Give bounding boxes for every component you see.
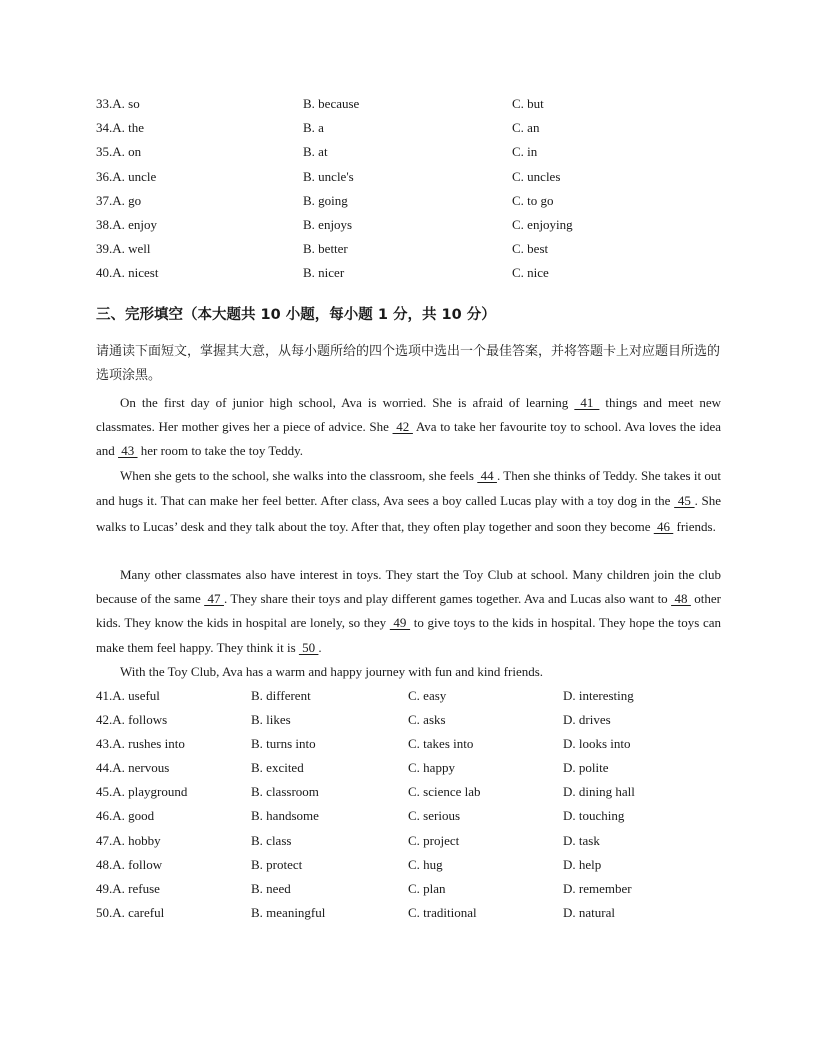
passage-text: friends.: [673, 518, 716, 534]
option-b: B. classroom: [251, 784, 319, 799]
option-row: [96, 167, 736, 187]
option-b: B. because: [303, 96, 360, 111]
option-row: [96, 855, 736, 875]
option-a: 38.A. enjoy: [96, 217, 158, 232]
option-a: 34.A. the: [96, 120, 145, 135]
option-c: C. asks: [408, 712, 446, 727]
option-row: [96, 686, 736, 706]
option-row: [96, 263, 736, 283]
option-b: B. enjoys: [303, 217, 353, 232]
option-a: 33.A. so: [96, 96, 140, 111]
option-d: D. natural: [563, 905, 615, 920]
option-a: 39.A. well: [96, 241, 151, 256]
option-d: D. interesting: [563, 688, 634, 703]
blank-48: 48: [671, 591, 691, 607]
option-c: C. takes into: [408, 736, 474, 751]
option-b: B. uncle's: [303, 169, 354, 184]
option-c: C. to go: [512, 193, 554, 208]
passage-text: Many other classmates also have interest in toys. They start the Toy Club at school. Many children join the club because of the same: [96, 567, 721, 607]
blank-43: 43: [118, 443, 138, 459]
section-heading: 三、完形填空（本大题共 10 小题，每小题 1 分，共 10 分）: [96, 307, 496, 323]
passage-text: other kids. They know the kids in hospital are lonely, so they: [96, 591, 721, 631]
option-c: C. project: [408, 833, 460, 848]
option-b: B. protect: [251, 857, 303, 872]
option-c: C. plan: [408, 881, 446, 896]
option-row: [96, 118, 736, 138]
option-c: C. science lab: [408, 784, 481, 799]
option-row: [96, 94, 736, 114]
option-c: C. in: [512, 144, 538, 159]
passage-text: When she gets to the school, she walks into the classroom, she feels: [120, 468, 478, 483]
option-row: [96, 710, 736, 730]
blank-46: 46: [653, 518, 674, 534]
blank-47: 47: [204, 591, 224, 607]
option-a: 44.A. nervous: [96, 760, 170, 775]
option-a: 43.A. rushes into: [96, 736, 185, 751]
option-d: D. polite: [563, 760, 609, 775]
option-d: D. remember: [563, 881, 632, 896]
option-row: [96, 191, 736, 211]
option-b: B. meaningful: [251, 905, 326, 920]
option-c: C. easy: [408, 688, 447, 703]
section-instruction: 请通读下面短文，掌握其大意，从每小题所给的四个选项中选出一个最佳答案，并将答题卡上对应题目所选的选项涂黑。: [96, 344, 721, 383]
option-b: B. excited: [251, 760, 304, 775]
option-c: C. uncles: [512, 169, 561, 184]
blank-44: 44: [477, 468, 497, 483]
passage-text: things and meet new classmates. Her mother gives her a piece of advice. She: [96, 395, 721, 435]
option-d: D. looks into: [563, 736, 631, 751]
passage-text: her room to take the toy Teddy.: [137, 443, 304, 459]
option-row: [96, 239, 736, 259]
passage-paragraph-1: [96, 391, 721, 464]
option-b: B. at: [303, 144, 328, 159]
option-a: 46.A. good: [96, 808, 155, 823]
option-a: 50.A. careful: [96, 905, 165, 920]
option-c: C. but: [512, 96, 544, 111]
option-row: [96, 142, 736, 162]
option-a: 49.A. refuse: [96, 881, 160, 896]
option-c: C. best: [512, 241, 549, 256]
option-b: B. handsome: [251, 808, 319, 823]
option-b: B. going: [303, 193, 348, 208]
option-row: [96, 806, 736, 826]
option-b: B. better: [303, 241, 348, 256]
option-a: 45.A. playground: [96, 784, 188, 799]
option-b: B. different: [251, 688, 311, 703]
option-d: D. help: [563, 857, 602, 872]
passage-paragraph-2: [96, 463, 721, 539]
blank-45: 45: [674, 493, 695, 509]
option-c: C. serious: [408, 808, 460, 823]
option-c: C. an: [512, 120, 540, 135]
blank-50: 50: [298, 639, 319, 655]
passage-text: to give toys to the kids in hospital. They hope the toys can make them feel happy. They think it is: [96, 615, 722, 655]
option-b: B. likes: [251, 712, 291, 727]
option-a: 42.A. follows: [96, 712, 168, 727]
option-d: D. drives: [563, 712, 611, 727]
passage-paragraph-3: [96, 563, 721, 660]
option-a: 37.A. go: [96, 193, 142, 208]
passage-text: . Then she thinks of Teddy. She takes it out and hugs it. That can make her feel better. After class, Ava sees a boy called Lucas play with a toy dog in the: [96, 468, 722, 509]
option-a: 40.A. nicest: [96, 265, 159, 280]
option-c: C. hug: [408, 857, 443, 872]
passage-paragraph-4: With the Toy Club, Ava has a warm and happy journey with fun and kind friends.: [120, 664, 544, 679]
blank-42: 42: [392, 419, 413, 435]
option-b: B. nicer: [303, 265, 345, 280]
option-c: C. happy: [408, 760, 455, 775]
option-row: [96, 215, 736, 235]
option-a: 35.A. on: [96, 144, 142, 159]
option-c: C. enjoying: [512, 217, 573, 232]
option-d: D. dining hall: [563, 784, 635, 799]
option-d: D. task: [563, 833, 600, 848]
blank-49: 49: [389, 615, 411, 631]
passage-text: .: [318, 639, 322, 655]
option-row: [96, 831, 736, 851]
option-row: [96, 782, 736, 802]
passage-text: On the first day of junior high school, Ava is worried. She is afraid of learning: [120, 395, 575, 410]
option-a: 36.A. uncle: [96, 169, 157, 184]
option-a: 47.A. hobby: [96, 833, 161, 848]
option-b: B. turns into: [251, 736, 316, 751]
option-row: [96, 758, 736, 778]
option-a: 41.A. useful: [96, 688, 160, 703]
option-row: [96, 734, 736, 754]
option-d: D. touching: [563, 808, 625, 823]
blank-41: 41: [574, 395, 600, 410]
option-b: B. need: [251, 881, 291, 896]
passage-text: . They share their toys and play different games together. Ava and Lucas also want to: [223, 591, 672, 607]
option-b: B. class: [251, 833, 292, 848]
passage-text: Ava to take her favourite toy to school. Ava loves the idea and: [96, 419, 722, 459]
option-c: C. traditional: [408, 905, 477, 920]
option-row: [96, 903, 736, 923]
option-row: [96, 879, 736, 899]
option-b: B. a: [303, 120, 324, 135]
option-c: C. nice: [512, 265, 549, 280]
option-a: 48.A. follow: [96, 857, 163, 872]
passage-text: . She walks to Lucas’ desk and they talk about the toy. After that, they often play together and soon they become: [96, 493, 722, 534]
